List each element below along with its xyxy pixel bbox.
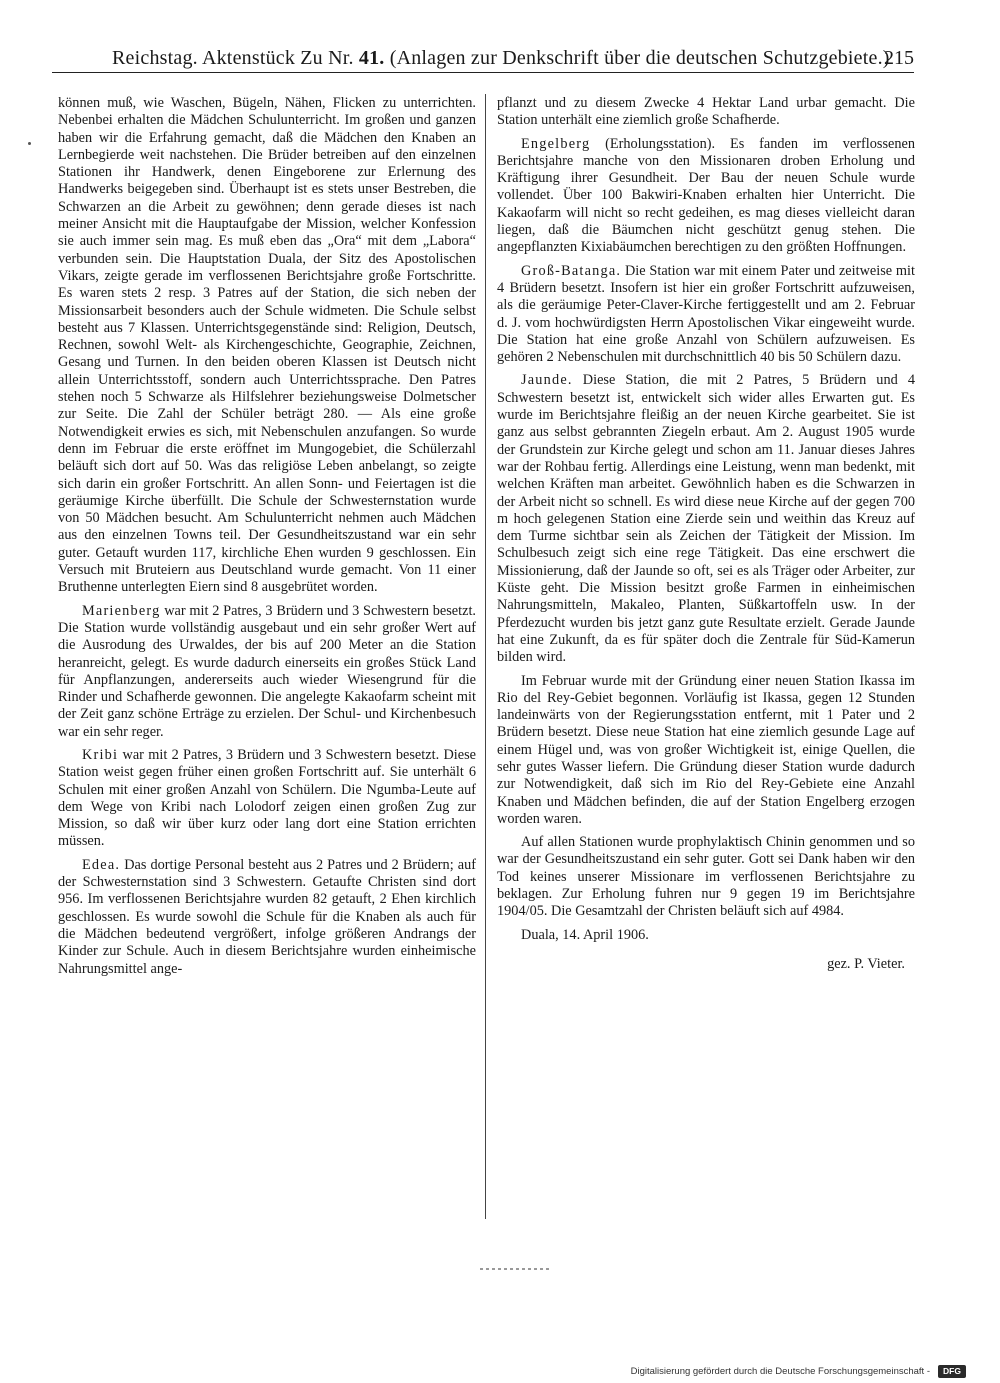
header-title-suffix: (Anlagen zur Denkschrift über die deutschen Schutzgebiete.)	[389, 47, 890, 69]
header-document-number: 41.	[358, 47, 385, 69]
paragraph-health-summary: Auf allen Stationen wurde prophylaktisch Chinin genommen und so war der Gesundheitszustand ein sehr guter. Gott sei Dank haben wir den Tod keines unserer Missionare im verflossenen Berichtsjahre zu beklagen. Zur Erholung fuhren nur 9 gegen 19 im Berichtsjahre 1904/05. Die Gesamtzahl der Christen beläuft sich auf 4984.	[497, 834, 915, 920]
paragraph-kribi	[58, 747, 476, 851]
paragraph-ikassa: Im Februar wurde mit der Gründung einer neuen Station Ikassa im Rio del Rey-Gebiet begonnen. Vorläufig ist Ikassa, gegen 12 Stunden landeinwärts von der Regierungsstation entfernt, mit 1 Pater und 2 Brüdern besetzt. Diese neue Station hat eine ziemlich gesunde Lage auf einem Hügel und, was von großer Wichtigkeit ist, einige Quellen, die sehr gutes Wasser liefern. Die Gründung dieser Station wurde dadurch zur Notwendigkeit, daß sich im Rio del Rey-Gebiete eine Anzahl Knaben und Mädchen befinden, die auf der Station Engelberg erzogen worden waren.	[497, 672, 915, 827]
station-name-kribi: Kribi	[82, 746, 119, 763]
running-header	[52, 44, 914, 73]
dfg-logo: DFG	[938, 1365, 966, 1378]
station-name-edea: Edea.	[82, 856, 121, 873]
paragraph-gross-batanga	[497, 263, 915, 367]
scan-artifact	[480, 1268, 552, 1270]
header-title-prefix: Reichstag. Aktenstück Zu Nr.	[112, 47, 354, 69]
station-name-marienberg: Marienberg	[82, 602, 161, 619]
paragraph-engelberg-text: (Erholungsstation). Es fanden im verflossenen Berichtsjahre manche von den Missionaren droben Erholung und Kräftigung ihrer Gesundheit. Der Bau der neuen Schule wurde vollendet. Über 100 Bakwiri-Knaben erhalten hier Unterricht. Die Kakaofarm will nicht so recht gedeihen, es mag dieses vielleicht daran liegen, daß die Bäumchen nicht geschützt genug stehen. Die angepflanzten Kixiabäumchen berechtigen zu den größten Hoffnungen.	[497, 135, 915, 256]
paragraph-marienberg-text: war mit 2 Patres, 3 Brüdern und 3 Schwestern besetzt. Die Station wurde vollständig ausgebaut und ein sehr großer Wert auf die Ausrodung des Urwaldes, der bis auf 200 Meter an die Station heranreicht, gelegt. Es wurde dadurch einerseits ein großes Stück Land für Anpflanzungen, andererseits auch wieder Wiesengrund für die Rinder und Schafherde gewonnen. Die angelegte Kakaofarm scheint mit der Zeit ganz schöne Erträge zu erzielen. Der Schul- und Kirchenbesuch war ein sehr reger.	[58, 602, 476, 740]
header-title	[112, 44, 890, 72]
left-column	[58, 95, 476, 984]
paragraph-edea-continued: pflanzt und zu diesem Zwecke 4 Hektar Land urbar gemacht. Die Station unterhält eine ziemlich große Schafherde.	[497, 95, 915, 129]
right-column	[497, 95, 915, 973]
place-and-date: Duala, 14. April 1906.	[521, 926, 649, 943]
funding-note: Digitalisierung gefördert durch die Deutsche Forschungsgemeinschaft -	[630, 1366, 930, 1377]
column-divider	[485, 94, 486, 1219]
paragraph-engelberg	[497, 136, 915, 257]
signature: gez. P. Vieter.	[827, 955, 905, 972]
paragraph-jaunde-text: Diese Station, die mit 2 Patres, 5 Brüdern und 4 Schwestern besetzt ist, entwickelt sich wider alles Erwarten gut. Es wurde im Berichtsjahre fleißig an der neuen Kirche gearbeitet. Sie ist ganz aus selbst gebrannten Ziegeln erbaut. Am 2. August 1905 wurde der Grundstein zur Kirche gelegt und schon am 11. Januar dieses Jahres war der Rohbau fertig. Allerdings eine Leistung, wenn man bedenkt, mit welchen Kräften man arbeitet. Gewöhnlich haben es die Schwarzen in der Arbeit nicht so schnell. Es wird diese neue Kirche auf der gegen 700 m hoch gelegenen Station eine Zierde sein und weithin das Kreuz auf dem Turme sichtbar sein als Zeichen der Tätigkeit der Mission. Im Schulbesuch zeigt sich eine rege Tätigkeit. Das eine erschwert die Missionierung, daß der Jaunde so oft, sei es als Träger oder Arbeiter, zur Küste geht. Die Mission besitzt große Farmen in einheimischen Nahrungsmitteln, Makaleo, Planten, Süßkartoffeln usw. In der Pferdezucht wurden bis jetzt ganz gute Resultate erzielt. Gerade Jaunde hat eine Zukunft, da es für später doch die Zentrale für Süd-Kamerun bilden wird.	[497, 372, 915, 666]
paragraph-kribi-text: war mit 2 Patres, 3 Brüdern und 3 Schwestern besetzt. Diese Station weist gegen früher einen großen Fortschritt auf. Sie unterhält 6 Schulen mit einer großen Anzahl von Schülern. Die Ngumba-Leute auf dem Wege von Kribi nach Lolodorf zeigen einen großen Zug zur Mission, so daß wir über kurz oder lang dort eine Station errichten müssen.	[58, 746, 476, 850]
paragraph-jaunde	[497, 372, 915, 666]
paragraph-marienberg	[58, 603, 476, 741]
paragraph-edea	[58, 857, 476, 978]
paragraph-duala: können muß, wie Waschen, Bügeln, Nähen, Flicken zu unterrichten. Nebenbei erhalten die Mädchen Schulunterricht. Im großen und ganzen haben wir die Erfahrung gemacht, daß die Mädchen den Knaben an Lernbegierde weit nachstehen. Die Brüder betreiben auf den einzelnen Stationen ihr Handwerk, denen Eingeborene zur Erlernung des Handwerks beigegeben sind. Überhaupt ist es stets unser Bestreben, die Schwarzen an die Arbeit zu gewöhnen; denn gerade dieses ist nach meiner Ansicht mit die Hauptaufgabe der Mission, welcher Konfession sie auch immer sein mag. Es muß eben das „Ora“ mit dem „Labora“ verbunden sein. Die Hauptstation Duala, der Sitz des Apostolischen Vikars, zeigte gerade im verflossenen Berichtsjahre große Fortschritte. Es waren stets 2 resp. 3 Patres auf der Station, die sich neben der Missionsarbeit besonders auch der Schule widmeten. Die Schule selbst besteht aus 7 Klassen. Unterrichtsgegenstände sind: Religion, Deutsch, Rechnen, sowohl Welt- als Kirchengeschichte, Geographie, Zeichnen, Gesang und Turnen. In den beiden oberen Klassen ist Deutsch nicht allein Unterrichtsstoff, sondern auch Unterrichtssprache. Den Patres stehen noch 5 Schwarze als Hilfslehrer beziehungsweise Dolmetscher zur Seite. Die Zahl der Schüler beträgt 280. — Als eine große Notwendigkeit erwies es sich, mit Nebenschulen anzufangen. So wurde denn im Februar die erste eröffnet im Mungogebiet, die Schülerzahl beläuft sich dort auf 50. Was das religiöse Leben anbelangt, so zeigte sich darin ein großer Fortschritt. An allen Sonn- und Feiertagen ist die geräumige Kirche überfüllt. Die Schule der Schwesternstation wurde von 50 Mädchen besucht. Am Schulunterricht nehmen auch Mädchen aus den einzelnen Towns teil. Der Gesundheitszustand war ein sehr guter. Getauft wurden 117, kirchliche Ehen wurden 9 geschlossen. Ein Versuch mit Bruteiern aus Deutschland wurde gemacht. Von 11 einer Bruthenne unterlegten Eiern sind 8 ausgebrütet worden.	[58, 95, 476, 596]
page-number: 215	[884, 47, 914, 69]
station-name-jaunde: Jaunde.	[521, 372, 573, 389]
paragraph-gross-batanga-text: Die Station war mit einem Pater und zeitweise mit 4 Brüdern besetzt. Insofern ist hier ein großer Fortschritt aufzuweisen, als die geräumige Peter-Claver-Kirche fertiggestellt und am 2. Februar d. J. vom hochwürdigsten Herrn Apostolischen Vikar eingeweiht wurde. Die Station hat eine große Anzahl von Schülern aufzuweisen. Es gehören 2 Nebenschulen mit durchschnittlich 40 bis 50 Schülern dazu.	[497, 262, 915, 366]
margin-mark	[28, 142, 31, 145]
paragraph-edea-text: Das dortige Personal besteht aus 2 Patres und 2 Brüdern; auf der Schwesternstation sind 3 Schwestern. Getaufte Christen sind dort 956. Im verflossenen Berichtsjahre wurden 82 getauft, 2 Ehen kirchlich geschlossen. Es wurde sowohl die Schule für die Knaben als auch für die Mädchen bedeutend vergrößert, infolge größeren Andrangs der Kinder zur Schule. Auch in diesem Berichtsjahre wurden einheimische Nahrungsmittel ange-	[58, 856, 476, 977]
station-name-engelberg: Engelberg	[521, 135, 591, 152]
station-name-gross-batanga: Groß-Batanga.	[521, 262, 622, 279]
